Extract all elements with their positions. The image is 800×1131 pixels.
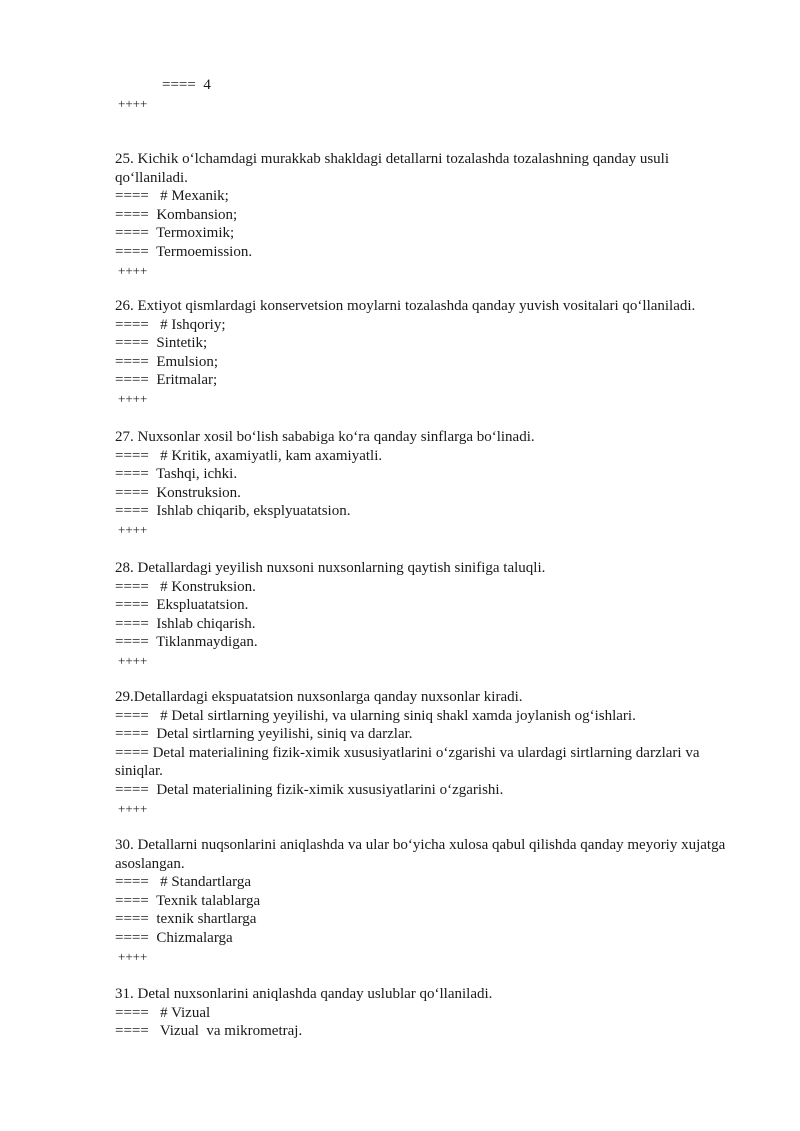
answer-option: ==== Vizual va mikrometraj. <box>115 1023 303 1040</box>
answer-option: ==== Ekspluatatsion. <box>115 597 249 614</box>
answer-option: ==== # Mexanik; <box>115 188 229 205</box>
question-separator: ++++ <box>118 390 148 406</box>
answer-option: ==== Eritmalar; <box>115 372 218 389</box>
answer-option: ==== # Detal sirtlarning yeyilishi, va ularning siniq shakl xamda joylanish og‘ishlari. <box>115 707 636 724</box>
question-separator: ++++ <box>118 652 148 668</box>
question-text: 25. Kichik o‘lchamdagi murakkab shakldagi detallarni tozalashda tozalashning qanday usuli qo‘llaniladi. <box>115 151 670 186</box>
answer-option: ==== Detal sirtlarning yeyilishi, siniq va darzlar. <box>115 726 413 743</box>
answer-option: ==== 4 <box>162 77 211 93</box>
answer-option: ==== Tiklanmaydigan. <box>115 634 258 651</box>
answer-option: ==== Detal materialining fizik-ximik xususiyatlarini o‘zgarishi. <box>115 781 504 798</box>
question-separator: ++++ <box>118 800 148 816</box>
question-31 <box>115 985 735 1041</box>
question-separator: ++++ <box>118 262 148 278</box>
question-text: 28. Detallardagi yeyilish nuxsoni nuxsonlarning qaytish sinifiga taluqli. <box>115 560 546 576</box>
answer-option: ==== Termoemission. <box>115 243 253 260</box>
answer-option: ==== Kombansion; <box>115 206 238 223</box>
question-27 <box>115 428 735 540</box>
question-text: 30. Detallarni nuqsonlarini aniqlashda va ular bo‘yicha xulosa qabul qilishda qanday meyoriy xujatga asoslangan. <box>115 837 726 872</box>
answer-option: ==== Konstruksion. <box>115 484 241 501</box>
question-26 <box>115 297 735 409</box>
question-separator: ++++ <box>118 948 148 964</box>
answer-option: ==== texnik shartlarga <box>115 911 257 928</box>
answer-option: ==== # Standartlarga <box>115 874 252 891</box>
answer-option: ==== # Ishqoriy; <box>115 316 226 333</box>
answer-option: ==== # Konstruksion. <box>115 578 256 595</box>
answer-option: ==== Ishlab chiqarib, eksplyuatatsion. <box>115 503 351 520</box>
question-28 <box>115 559 735 671</box>
answer-option: ==== Texnik talablarga <box>115 892 261 909</box>
question-25 <box>115 150 735 280</box>
answer-option: ==== Emulsion; <box>115 353 219 370</box>
question-29 <box>115 688 735 818</box>
answer-option: ==== # Vizual <box>115 1004 211 1021</box>
question-text: 31. Detal nuxsonlarini aniqlashda qanday uslublar qo‘llaniladi. <box>115 986 493 1002</box>
answer-option: ==== Ishlab chiqarish. <box>115 615 256 632</box>
answer-option: ==== Termoximik; <box>115 225 235 242</box>
question-text: 29.Detallardagi ekspuatatsion nuxsonlarga qanday nuxsonlar kiradi. <box>115 689 523 705</box>
answer-option: ==== Sintetik; <box>115 335 208 352</box>
question-text: 27. Nuxsonlar xosil bo‘lish sababiga ko‘ra qanday sinflarga bo‘linadi. <box>115 429 535 445</box>
question-30 <box>115 836 735 966</box>
question-text: 26. Extiyot qismlardagi konservetsion moylarni tozalashda qanday yuvish vositalari qo‘llaniladi. <box>115 298 696 314</box>
answer-option: ==== Detal materialining fizik-ximik xususiyatlarini o‘zgarishi va ulardagi sirtlarning darzlari va siniqlar. <box>115 744 700 780</box>
question-separator: ++++ <box>118 96 148 111</box>
answer-option: ==== # Kritik, axamiyatli, kam axamiyatli. <box>115 447 383 464</box>
answer-option: ==== Tashqi, ichki. <box>115 466 238 483</box>
question-separator: ++++ <box>118 521 148 537</box>
answer-option: ==== Chizmalarga <box>115 929 233 946</box>
